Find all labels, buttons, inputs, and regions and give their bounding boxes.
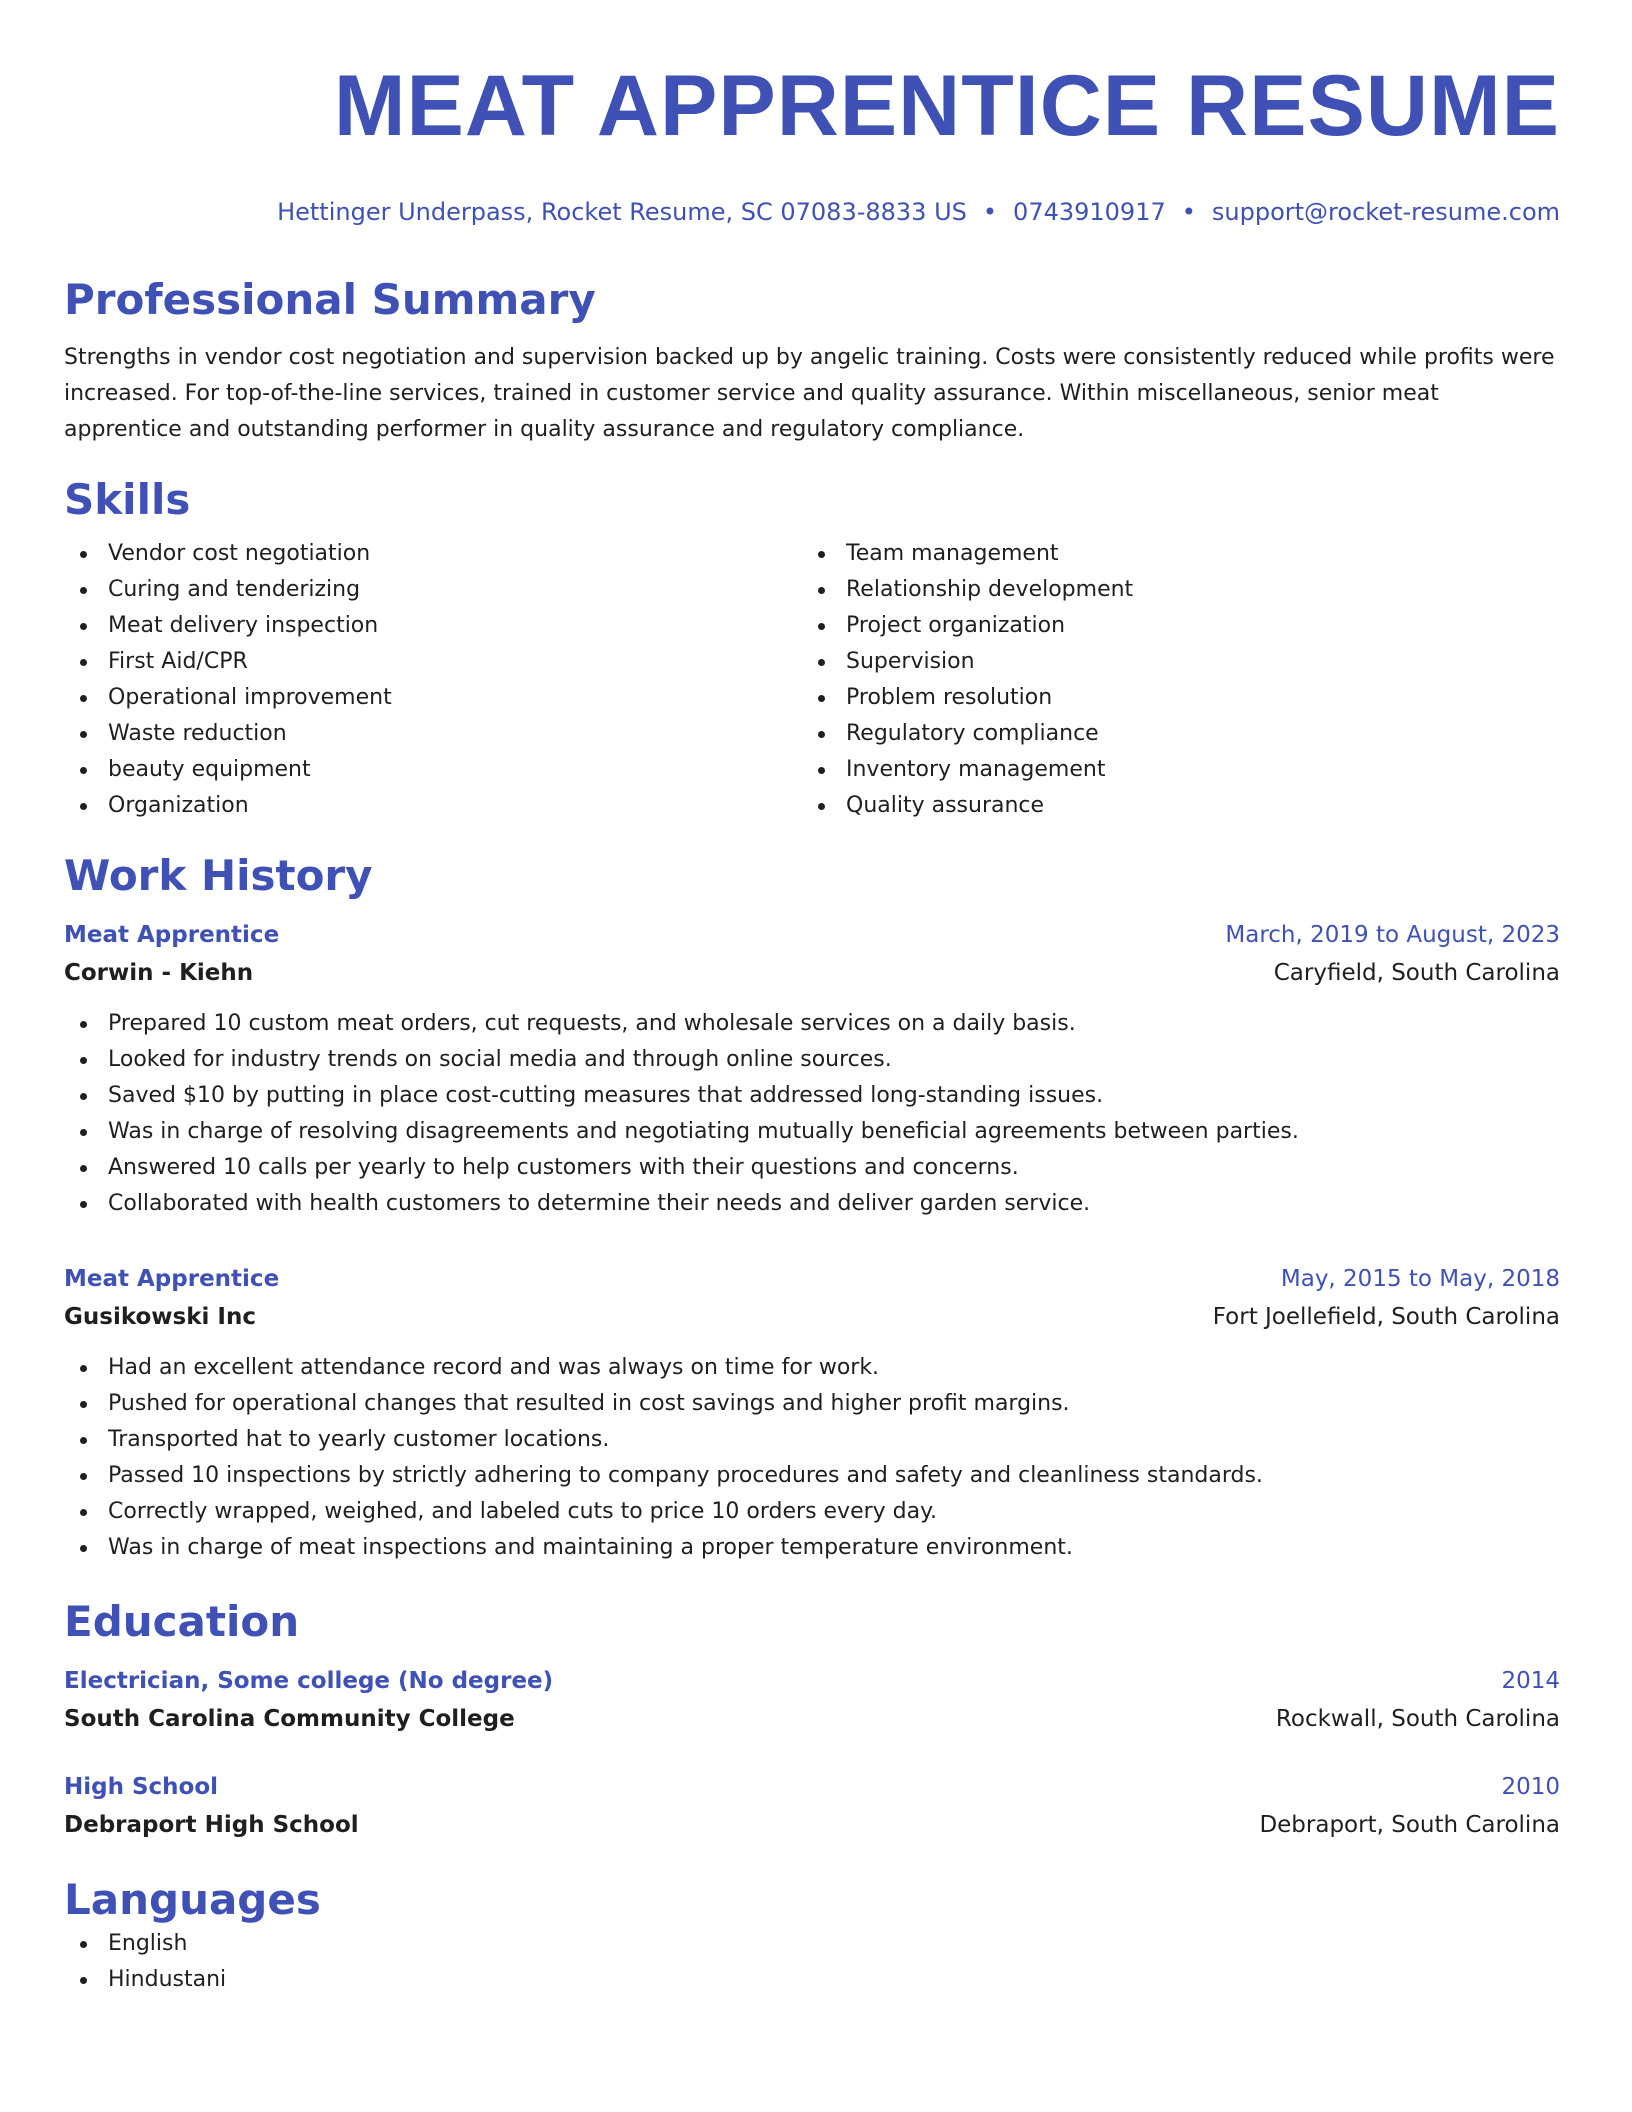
contact-line bbox=[64, 196, 1560, 228]
job-role: Meat Apprentice bbox=[64, 1266, 280, 1292]
job-dates: May, 2015 to May, 2018 bbox=[1280, 1266, 1560, 1292]
skill-item: Relationship development bbox=[802, 572, 1540, 608]
separator: • bbox=[1181, 198, 1196, 226]
resume-page bbox=[64, 0, 1560, 1998]
job-title-row bbox=[64, 1260, 1560, 1298]
education-degree: High School bbox=[64, 1774, 219, 1800]
education-location: Rockwall, South Carolina bbox=[1275, 1706, 1560, 1732]
languages-list bbox=[64, 1926, 1560, 1998]
education-school: Debraport High School bbox=[64, 1812, 359, 1838]
job-bullets bbox=[64, 1006, 1560, 1222]
skill-item: Problem resolution bbox=[802, 680, 1540, 716]
separator: • bbox=[982, 198, 998, 226]
education-entry bbox=[64, 1768, 1560, 1844]
phone: 0743910917 bbox=[1013, 198, 1166, 226]
education-degree-row bbox=[64, 1662, 1560, 1700]
education-year: 2014 bbox=[1501, 1668, 1560, 1694]
skills-section bbox=[64, 474, 1560, 824]
skill-item: Organization bbox=[64, 788, 802, 824]
job-bullet: Collaborated with health customers to determine their needs and deliver garden service. bbox=[64, 1186, 1560, 1222]
job-bullet: Correctly wrapped, weighed, and labeled cuts to price 10 orders every day. bbox=[64, 1494, 1560, 1530]
job-bullet: Passed 10 inspections by strictly adhering to company procedures and safety and cleanliness standards. bbox=[64, 1458, 1560, 1494]
section-heading: Education bbox=[64, 1597, 300, 1646]
job-bullet: Saved $10 by putting in place cost-cutting measures that addressed long-standing issues. bbox=[64, 1078, 1560, 1114]
skill-item: First Aid/CPR bbox=[64, 644, 802, 680]
job-bullet: Pushed for operational changes that resulted in cost savings and higher profit margins. bbox=[64, 1386, 1560, 1422]
job-bullet: Answered 10 calls per yearly to help customers with their questions and concerns. bbox=[64, 1150, 1560, 1186]
address: Hettinger Underpass, Rocket Resume, SC 07083-8833 US bbox=[277, 198, 967, 226]
education-school-row bbox=[64, 1700, 1560, 1738]
skill-item: Inventory management bbox=[802, 752, 1540, 788]
education-location: Debraport, South Carolina bbox=[1259, 1812, 1560, 1838]
skill-item: Operational improvement bbox=[64, 680, 802, 716]
education-school-row bbox=[64, 1806, 1560, 1844]
skill-item: Vendor cost negotiation bbox=[64, 536, 802, 572]
skill-item: Team management bbox=[802, 536, 1540, 572]
skill-item: Regulatory compliance bbox=[802, 716, 1540, 752]
education-school: South Carolina Community College bbox=[64, 1706, 515, 1732]
section-heading: Skills bbox=[64, 475, 191, 524]
education-degree-row bbox=[64, 1768, 1560, 1806]
section-heading: Work History bbox=[64, 851, 373, 900]
skill-item: Curing and tenderizing bbox=[64, 572, 802, 608]
job-company-row bbox=[64, 1298, 1560, 1336]
job-entry bbox=[64, 916, 1560, 1222]
job-bullet: Transported hat to yearly customer locations. bbox=[64, 1422, 1560, 1458]
skill-item: Meat delivery inspection bbox=[64, 608, 802, 644]
job-entry bbox=[64, 1260, 1560, 1566]
job-bullets bbox=[64, 1350, 1560, 1566]
job-bullet: Was in charge of resolving disagreements and negotiating mutually beneficial agreements between parties. bbox=[64, 1114, 1560, 1150]
job-bullet: Had an excellent attendance record and was always on time for work. bbox=[64, 1350, 1560, 1386]
summary-text: Strengths in vendor cost negotiation and supervision backed up by angelic training. Costs were consistently reduced while profits were increased. For top-of-the-line services, trained in customer service and quality assurance. Within miscellaneous, senior meat apprentice and outstanding performer in quality assurance and regulatory compliance. bbox=[64, 345, 1555, 442]
skills-list-left bbox=[64, 536, 802, 824]
job-dates: March, 2019 to August, 2023 bbox=[1225, 922, 1560, 948]
job-company: Gusikowski Inc bbox=[64, 1304, 256, 1330]
job-bullet: Looked for industry trends on social media and through online sources. bbox=[64, 1042, 1560, 1078]
job-location: Caryfield, South Carolina bbox=[1273, 960, 1560, 986]
section-heading: Professional Summary bbox=[64, 275, 596, 324]
summary-section bbox=[64, 274, 1560, 448]
job-location: Fort Joellefield, South Carolina bbox=[1212, 1304, 1560, 1330]
language-item: English bbox=[64, 1926, 1560, 1962]
skill-item: Quality assurance bbox=[802, 788, 1540, 824]
education-entry bbox=[64, 1662, 1560, 1738]
job-company-row bbox=[64, 954, 1560, 992]
job-title-row bbox=[64, 916, 1560, 954]
job-company: Corwin - Kiehn bbox=[64, 960, 254, 986]
skills-grid bbox=[64, 536, 1560, 824]
job-bullet: Was in charge of meat inspections and maintaining a proper temperature environment. bbox=[64, 1530, 1560, 1566]
resume-title: MEAT APPRENTICE RESUME bbox=[333, 58, 1560, 154]
email-link[interactable]: support@rocket-resume.com bbox=[1211, 198, 1560, 226]
skills-list-right bbox=[802, 536, 1540, 824]
language-item: Hindustani bbox=[64, 1962, 1560, 1998]
skill-item: Project organization bbox=[802, 608, 1540, 644]
skill-item: beauty equipment bbox=[64, 752, 802, 788]
languages-section bbox=[64, 1874, 1560, 1998]
education-year: 2010 bbox=[1501, 1774, 1560, 1800]
section-heading: Languages bbox=[64, 1875, 321, 1924]
education-section bbox=[64, 1596, 1560, 1844]
job-role: Meat Apprentice bbox=[64, 922, 280, 948]
work-history-section bbox=[64, 850, 1560, 1566]
education-degree: Electrician, Some college (No degree) bbox=[64, 1668, 554, 1694]
skill-item: Supervision bbox=[802, 644, 1540, 680]
job-bullet: Prepared 10 custom meat orders, cut requests, and wholesale services on a daily basis. bbox=[64, 1006, 1560, 1042]
skill-item: Waste reduction bbox=[64, 716, 802, 752]
